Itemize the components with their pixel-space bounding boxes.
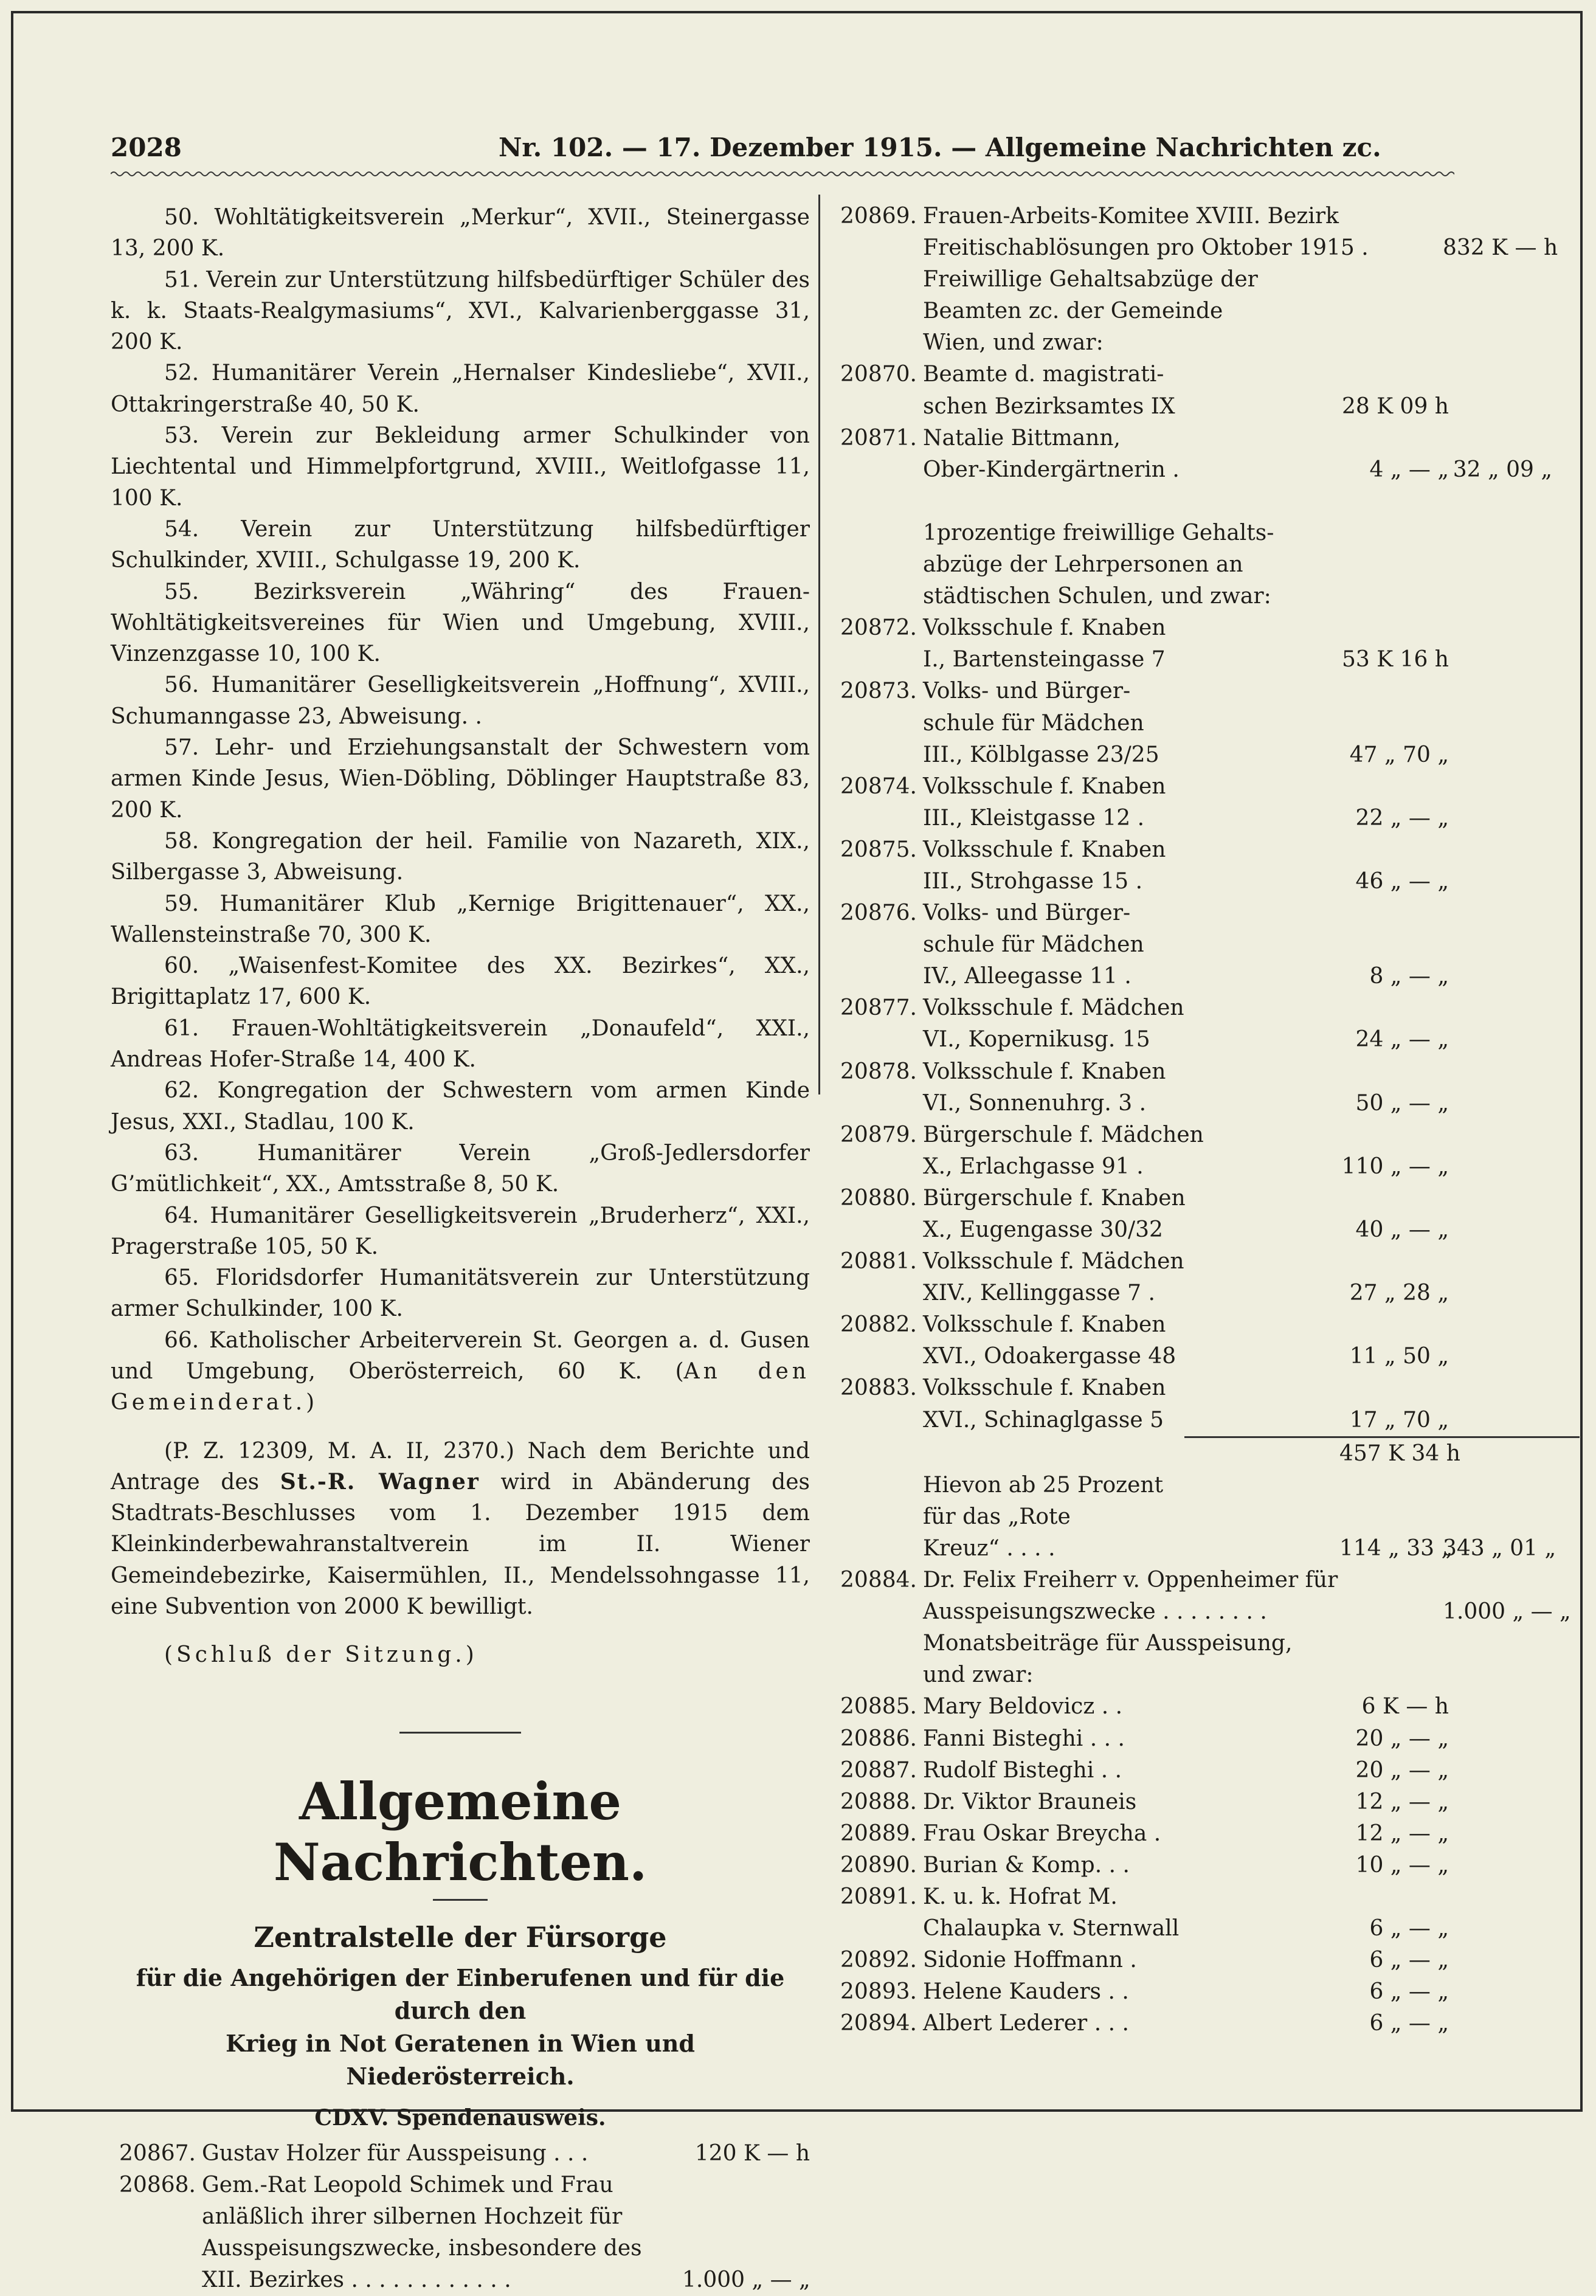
entry-number: 20886.	[840, 1726, 917, 1751]
entry-amount: 50 „ — „	[1355, 1090, 1449, 1116]
entry-number: 20887.	[840, 1757, 917, 1783]
list-item: 59. Humanitärer Klub „Kernige Brigittenauer“, XX., Wallensteinstraße 70, 300 K.	[111, 891, 810, 947]
table-row	[832, 676, 1561, 707]
entry-number: 20867.	[119, 2140, 196, 2166]
entry-text: Beamte d. magistrati-	[923, 362, 1164, 387]
table-row	[832, 1945, 1561, 1976]
table-row	[832, 961, 1561, 992]
entry-number: 20875.	[840, 837, 917, 862]
entry-amount: 20 „ — „	[1355, 1726, 1449, 1751]
entry-total: 343 „ 01 „	[1443, 1535, 1556, 1561]
table-row	[832, 581, 1561, 612]
table-row	[832, 1405, 1561, 1436]
entry-text: Volksschule f. Knaben	[923, 1059, 1166, 1084]
entry-text: Volksschule f. Knaben	[923, 773, 1166, 799]
entry-number: 20888.	[840, 1789, 917, 1814]
table-row	[832, 423, 1561, 454]
entry-amount: 6 „ — „	[1369, 1979, 1449, 2005]
list-item: 53. Verein zur Bekleidung armer Schulkinder von Liechtental und Himmelpfortgrund, XVIII., Weitlofgasse 11, 100 K.	[111, 423, 810, 511]
entry-amount: 11 „ 50 „	[1349, 1344, 1449, 1369]
entry-number: 20879.	[840, 1122, 917, 1147]
table-row	[832, 1183, 1561, 1214]
table-row	[832, 1818, 1561, 1850]
entry-amount: 114 „ 33 „	[1339, 1535, 1453, 1561]
entry-text: I., Bartensteingasse 7	[923, 647, 1166, 673]
entry-text: Chalaupka v. Sternwall	[923, 1916, 1180, 1942]
entry-text: Volksschule f. Knaben	[923, 837, 1166, 862]
table-row	[832, 992, 1561, 1024]
entry-number: 20870.	[840, 362, 917, 387]
entry-text: III., Kleistgasse 12 .	[923, 805, 1145, 831]
column-divider	[818, 195, 820, 1094]
table-row	[832, 1913, 1561, 1945]
table-row	[832, 1056, 1561, 1088]
section-subtitle: Zentralstelle der Fürsorge	[254, 1920, 667, 1954]
entry-amount: 6 „ — „	[1369, 1948, 1449, 1973]
table-row	[832, 1438, 1561, 1470]
table-row	[832, 549, 1561, 581]
entry-text: Natalie Bittmann,	[923, 425, 1121, 451]
table-row	[832, 1565, 1561, 1596]
resolution-paragraph: (P. Z. 12309, M. A. II, 2370.) Nach dem Berichte und Antrage des St.-R. Wagner wird in Abänderung des Stadtrats-Beschlusses vom 1. Dezember 1915 dem Kleinkinderbewahranstaltverein im II. Wiener Gemeindebezirke, Kaisermühlen, II., Mendelssohngasse 11, eine Subvention von 2000 K bewilligt.	[111, 1438, 810, 1620]
table-row	[832, 1151, 1561, 1183]
list-item: 61. Frauen-Wohltätigkeitsverein „Donaufeld“, XXI., Andreas Hofer-Straße 14, 400 K.	[111, 1015, 810, 1073]
entry-amount: 46 „ — „	[1355, 868, 1449, 894]
entry-number: 20885.	[840, 1694, 917, 1720]
list-item: 52. Humanitärer Verein „Hernalser Kindesliebe“, XVII., Ottakringerstraße 40, 50 K.	[111, 361, 810, 417]
table-row	[832, 1755, 1561, 1786]
entry-amount: 457 K 34 h	[1339, 1440, 1460, 1466]
entry-text: Fanni Bisteghi . . .	[923, 1726, 1125, 1751]
entry-text: schen Bezirksamtes IX	[923, 393, 1175, 419]
entry-number: 20881.	[840, 1249, 917, 1274]
entry-text: K. u. k. Hofrat M.	[923, 1884, 1118, 1909]
entry-number: 20872.	[840, 615, 917, 641]
entry-text: städtischen Schulen, und zwar:	[923, 584, 1271, 609]
entry-text: Volksschule f. Mädchen	[923, 995, 1184, 1021]
list-item: 58. Kongregation der heil. Familie von Nazareth, XIX., Silbergasse 3, Abweisung.	[111, 828, 810, 885]
entry-text: IV., Alleegasse 11 .	[923, 964, 1131, 989]
entry-number: 20893.	[840, 1979, 917, 2005]
entry-text: für das „Rote	[923, 1504, 1071, 1529]
table-row	[832, 1501, 1561, 1533]
table-row	[832, 929, 1561, 961]
entry-amount: 12 „ — „	[1355, 1789, 1449, 1814]
left-column	[111, 202, 810, 2296]
entry-text: X., Eugengasse 30/32	[923, 1217, 1163, 1242]
councillor-name: St.-R. Wagner	[280, 1468, 480, 1495]
entry-text: Frau Oskar Breycha .	[923, 1821, 1161, 1846]
table-row	[111, 2264, 810, 2296]
table-row	[832, 771, 1561, 803]
table-row	[832, 1659, 1561, 1691]
table-row	[832, 1596, 1571, 1628]
table-row	[832, 1628, 1561, 1659]
entry-text: Volksschule f. Knaben	[923, 615, 1166, 641]
table-row	[111, 2233, 810, 2264]
table-row	[832, 1278, 1561, 1309]
section-title: Allgemeine Nachrichten.	[273, 1771, 648, 1892]
entry-text: Volksschule f. Knaben	[923, 1312, 1166, 1338]
entry-amount: 12 „ — „	[1355, 1821, 1449, 1846]
header-rule	[111, 169, 1454, 179]
table-row	[832, 454, 1561, 486]
entry-text: Freitischablösungen pro Oktober 1915 .	[923, 235, 1369, 261]
entry-text: Dr. Viktor Brauneis	[923, 1789, 1137, 1814]
table-row	[832, 1470, 1561, 1501]
page-number: 2028	[111, 133, 182, 162]
entry-amount: 110 „ — „	[1341, 1153, 1449, 1179]
entry-number: 20894.	[840, 2011, 917, 2036]
table-row	[832, 391, 1561, 423]
entry-amount: 20 „ — „	[1355, 1757, 1449, 1783]
entry-amount: 6 K — h	[1361, 1694, 1449, 1720]
table-row	[832, 296, 1561, 327]
table-row	[832, 1691, 1561, 1723]
entry-number: 20892.	[840, 1948, 917, 1973]
entry-text: Mary Beldovicz . .	[923, 1694, 1123, 1720]
entry-number: 20889.	[840, 1821, 917, 1846]
table-row	[832, 708, 1561, 739]
entry-text: schule für Mädchen	[923, 932, 1144, 958]
list-item: 50. Wohltätigkeitsverein „Merkur“, XVII., Steinergasse 13, 200 K.	[111, 205, 810, 261]
entry-text: abzüge der Lehrpersonen an	[923, 552, 1243, 578]
grant-list	[111, 202, 810, 1671]
entry-number: 20868.	[119, 2172, 196, 2197]
entry-number: 20878.	[840, 1059, 917, 1084]
section-subtitle-line-1: für die Angehörigen der Einberufenen und für die durch den	[136, 1963, 785, 2024]
entry-text: Albert Lederer . . .	[923, 2011, 1129, 2036]
entry-number: 20882.	[840, 1312, 917, 1338]
table-row	[832, 739, 1561, 771]
table-row	[832, 1024, 1561, 1056]
entry-number: 20890.	[840, 1852, 917, 1878]
left-donation-list	[111, 2138, 810, 2296]
entry-text: schule für Mädchen	[923, 710, 1144, 736]
list-item: 57. Lehr- und Erziehungsanstalt der Schwestern vom armen Kinde Jesus, Wien-Döbling, Döblinger Hauptstraße 83, 200 K.	[111, 735, 810, 823]
table-row	[832, 1088, 1561, 1119]
table-row	[832, 1246, 1561, 1278]
entry-number: 20874.	[840, 773, 917, 799]
list-item: 55. Bezirksverein „Währing“ des Frauen-Wohltätigkeitsvereines für Wien und Umgebung, XVIII., Vinzenzgasse 10, 100 K.	[111, 579, 810, 667]
table-row	[832, 1881, 1561, 1913]
table-row	[832, 486, 1561, 517]
entry-text: Gem.-Rat Leopold Schimek und Frau	[202, 2172, 613, 2197]
table-row	[832, 1119, 1561, 1151]
entry-amount: 8 „ — „	[1369, 964, 1449, 989]
entry-text: XVI., Odoakergasse 48	[923, 1344, 1176, 1369]
entry-text: Frauen-Arbeits-Komitee XVIII. Bezirk	[923, 204, 1339, 229]
table-row	[832, 2008, 1561, 2039]
list-item: 63. Humanitärer Verein „Groß-Jedlersdorfer G’mütlichkeit“, XX., Amtsstraße 8, 50 K.	[111, 1140, 810, 1197]
table-row	[111, 2201, 810, 2233]
entry-text: Ober-Kindergärtnerin .	[923, 457, 1180, 482]
table-row	[832, 1341, 1561, 1372]
entry-text: III., Strohgasse 15 .	[923, 868, 1143, 894]
entry-text: Gustav Holzer für Ausspeisung . . .	[202, 2140, 589, 2166]
table-row	[832, 644, 1561, 676]
table-row	[832, 612, 1561, 644]
table-row	[111, 2170, 810, 2201]
table-row	[832, 1976, 1561, 2008]
entry-number: 20883.	[840, 1375, 917, 1401]
entry-text: Volksschule f. Knaben	[923, 1375, 1166, 1401]
table-row	[832, 1850, 1561, 1881]
entry-amount: 40 „ — „	[1355, 1217, 1449, 1242]
entry-text: Wien, und zwar:	[923, 330, 1104, 356]
entry-amount: 22 „ — „	[1355, 805, 1449, 831]
table-row	[832, 1372, 1561, 1404]
entry-amount: 1.000 „ — „	[682, 2267, 810, 2293]
entry-amount: 17 „ 70 „	[1349, 1407, 1449, 1433]
table-row	[832, 803, 1561, 834]
entry-number: 20891.	[840, 1884, 917, 1909]
entry-text: Sidonie Hoffmann .	[923, 1948, 1137, 1973]
table-row	[832, 517, 1561, 549]
table-row	[832, 359, 1561, 390]
entry-number: 20871.	[840, 425, 917, 451]
list-item: 51. Verein zur Unterstützung hilfsbedürftiger Schüler des k. k. Staats-Realgymasiums“, XVI., Kalvarienberggasse 31, 200 K.	[111, 267, 810, 355]
entry-number: 20880.	[840, 1185, 917, 1211]
list-item: 60. „Waisenfest-Komitee des XX. Bezirkes“, XX., Brigittaplatz 17, 600 K.	[111, 953, 810, 1010]
entry-number: 20873.	[840, 679, 917, 704]
table-row	[832, 327, 1561, 359]
list-item: 62. Kongregation der Schwestern vom armen Kinde Jesus, XXI., Stadlau, 100 K.	[111, 1078, 810, 1135]
entry-text: Bürgerschule f. Mädchen	[923, 1122, 1204, 1147]
list-item: 56. Humanitärer Geselligkeitsverein „Hoffnung“, XVIII., Schumanngasse 23, Abweisung. .	[111, 673, 810, 729]
entry-text: Kreuz“ . . . .	[923, 1535, 1055, 1561]
table-row	[832, 897, 1561, 929]
table-row	[832, 834, 1561, 866]
entry-amount: 47 „ 70 „	[1349, 742, 1449, 767]
entry-total: 1.000 „ — „	[1443, 1599, 1571, 1625]
entry-number: 20877.	[840, 995, 917, 1021]
entry-amount: 27 „ 28 „	[1349, 1281, 1449, 1306]
table-row	[832, 1214, 1561, 1246]
entry-text: Ausspeisungszwecke . . . . . . . .	[923, 1599, 1267, 1625]
section-subtitle-line-2: Krieg in Not Geratenen in Wien und Niederösterreich.	[226, 2029, 695, 2090]
entry-total: 832 K — h	[1443, 235, 1558, 261]
entry-text: III., Kölblgasse 23/25	[923, 742, 1159, 767]
list-item: 54. Verein zur Unterstützung hilfsbedürftiger Schulkinder, XVIII., Schulgasse 19, 200 K.	[111, 516, 810, 573]
entry-amount: 53 K 16 h	[1341, 647, 1449, 673]
entry-text: Freiwillige Gehaltsabzüge der	[923, 267, 1258, 292]
end-session: (Schluß der Sitzung.)	[164, 1642, 478, 1668]
issue-header: Nr. 102. — 17. Dezember 1915. — Allgemeine Nachrichten zc.	[499, 133, 1381, 162]
entry-number: 20876.	[840, 901, 917, 926]
entry-amount: 10 „ — „	[1355, 1852, 1449, 1878]
entry-text: Volksschule f. Mädchen	[923, 1249, 1184, 1274]
entry-text: Volks- und Bürger-	[923, 679, 1131, 704]
table-row	[832, 1533, 1561, 1565]
entry-text: und zwar:	[923, 1662, 1034, 1688]
entry-total: 32 „ 09 „	[1453, 457, 1552, 482]
entry-text: 1prozentige freiwillige Gehalts-	[923, 520, 1274, 545]
table-row	[832, 264, 1561, 296]
table-row	[832, 866, 1561, 897]
table-row	[111, 2138, 810, 2170]
entry-number: 20869.	[840, 204, 917, 229]
entry-text: Bürgerschule f. Knaben	[923, 1185, 1186, 1211]
right-donation-list	[832, 201, 1571, 2039]
entry-text: Helene Kauders . .	[923, 1979, 1129, 2005]
entry-number: 20884.	[840, 1568, 917, 1593]
entry-text: XVI., Schinaglgasse 5	[923, 1407, 1164, 1433]
entry-text: XII. Bezirkes . . . . . . . . . . . .	[202, 2267, 511, 2293]
entry-text: Monatsbeiträge für Ausspeisung,	[923, 1631, 1293, 1656]
table-row	[832, 1309, 1561, 1341]
entry-text: XIV., Kellinggasse 7 .	[923, 1281, 1155, 1306]
list-item: 65. Floridsdorfer Humanitätsverein zur Unterstützung armer Schulkinder, 100 K.	[111, 1265, 810, 1322]
list-item: 66. Katholischer Arbeiterverein St. Georgen a. d. Gusen und Umgebung, Oberösterreich, 60 K. (An den Gemeinderat.)	[111, 1327, 810, 1416]
entry-amount: 24 „ — „	[1355, 1027, 1449, 1053]
entry-amount: 6 „ — „	[1369, 2011, 1449, 2036]
entry-amount: 6 „ — „	[1369, 1916, 1449, 1942]
entry-text: X., Erlachgasse 91 .	[923, 1153, 1144, 1179]
table-row	[832, 1786, 1561, 1818]
table-row	[832, 201, 1561, 232]
list-item: 64. Humanitärer Geselligkeitsverein „Bruderherz“, XXI., Pragerstraße 105, 50 K.	[111, 1203, 810, 1259]
entry-text: Ausspeisungszwecke, insbesondere des	[202, 2235, 642, 2261]
entry-amount: 120 K — h	[694, 2140, 810, 2166]
right-column	[832, 201, 1571, 2039]
entry-text: VI., Sonnenuhrg. 3 .	[923, 1090, 1147, 1116]
entry-text: Dr. Felix Freiherr v. Oppenheimer für	[923, 1568, 1338, 1593]
donation-heading: CDXV. Spendenausweis.	[314, 2104, 606, 2131]
entry-text: VI., Kopernikusg. 15	[923, 1027, 1150, 1053]
entry-text: Burian & Komp. . .	[923, 1852, 1130, 1878]
entry-text: Volks- und Bürger-	[923, 901, 1131, 926]
entry-amount: 4 „ — „	[1369, 457, 1449, 482]
table-row	[832, 232, 1561, 264]
table-row	[832, 1723, 1561, 1755]
entry-text: Rudolf Bisteghi . .	[923, 1757, 1122, 1783]
entry-text: Beamten zc. der Gemeinde	[923, 299, 1223, 324]
entry-text: anläßlich ihrer silbernen Hochzeit für	[202, 2204, 623, 2229]
entry-amount: 28 K 09 h	[1341, 393, 1449, 419]
entry-text: Hievon ab 25 Prozent	[923, 1472, 1164, 1498]
